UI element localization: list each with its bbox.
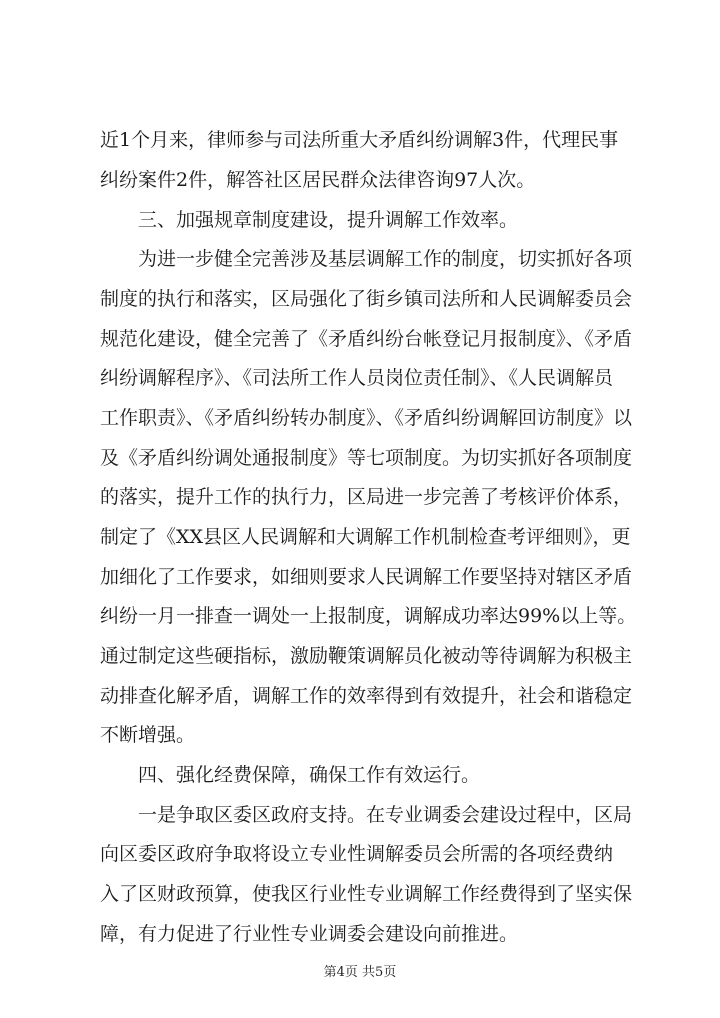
text-line: 纠纷案件2件，解答社区居民群众法律咨询97人次。 xyxy=(100,169,536,191)
text-line: 及《矛盾纠纷调处通报制度》等七项制度。为切实抓好各项制度 xyxy=(100,447,633,469)
text-line: 工作职责》、《矛盾纠纷转办制度》、《矛盾纠纷调解回访制度》以 xyxy=(100,407,633,429)
text-line: 不断增强。 xyxy=(100,724,196,746)
text-line: 一是争取区委区政府支持。在专业调委会建设过程中，区局 xyxy=(100,804,633,826)
text-line: 规范化建设，健全完善了《矛盾纠纷台帐登记月报制度》、《矛盾 xyxy=(100,328,633,350)
text-line: 动排查化解矛盾，调解工作的效率得到有效提升，社会和谐稳定 xyxy=(100,685,633,707)
page-indicator: 第4页 共5页 xyxy=(323,965,397,980)
text-line: 障，有力促进了行业性专业调委会建设向前推进。 xyxy=(100,923,519,945)
text-line: 为进一步健全完善涉及基层调解工作的制度，切实抓好各项 xyxy=(100,248,633,270)
text-line: 向区委区政府争取将设立专业性调解委员会所需的各项经费纳 xyxy=(100,843,614,865)
text-line: 入了区财政预算，使我区行业性专业调解工作经费得到了坚实保 xyxy=(100,883,633,905)
section-heading: 四、强化经费保障，确保工作有效运行。 xyxy=(100,764,481,786)
text-line: 通过制定这些硬指标，激励鞭策调解员化被动等待调解为积极主 xyxy=(100,645,633,667)
text-line: 的落实，提升工作的执行力，区局进一步完善了考核评价体系， xyxy=(100,486,633,508)
text-line: 近1个月来，律师参与司法所重大矛盾纠纷调解3件，代理民事 xyxy=(100,129,619,151)
text-line: 制度的执行和落实，区局强化了街乡镇司法所和人民调解委员会 xyxy=(100,288,633,310)
text-line: 纠纷一月一排查一调处一上报制度，调解成功率达99%以上等。 xyxy=(100,605,637,627)
section-heading: 三、加强规章制度建设，提升调解工作效率。 xyxy=(100,209,519,231)
text-line: 纠纷调解程序》、《司法所工作人员岗位责任制》、《人民调解员 xyxy=(100,367,614,389)
text-line: 制定了《XX县区人民调解和大调解工作机制检查考评细则》，更 xyxy=(100,526,631,548)
text-line: 加细化了工作要求，如细则要求人民调解工作要坚持对辖区矛盾 xyxy=(100,566,633,588)
